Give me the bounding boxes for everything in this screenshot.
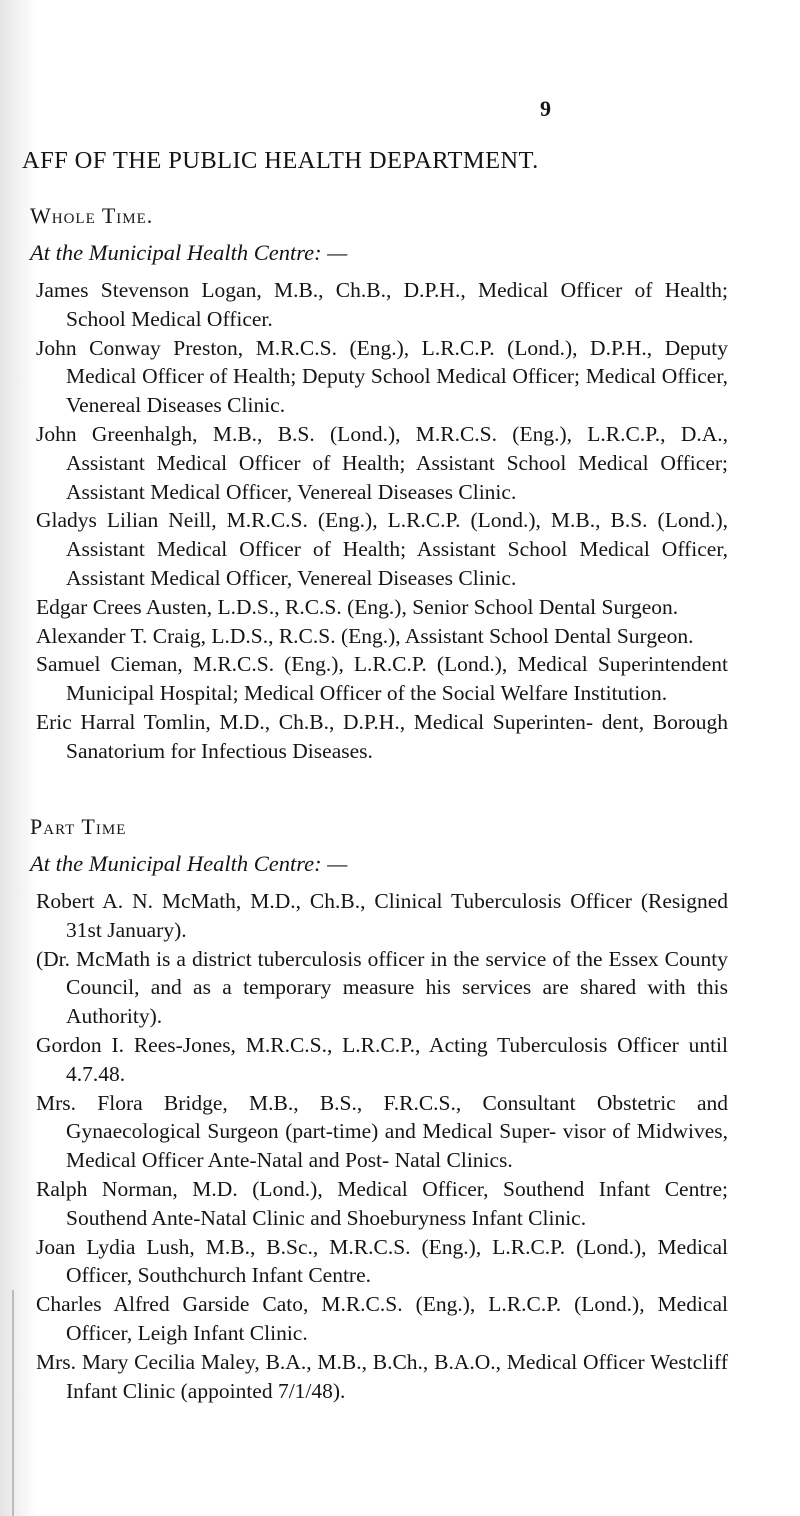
page-title: AFF OF THE PUBLIC HEALTH DEPARTMENT.	[22, 147, 539, 174]
staff-entry: Charles Alfred Garside Cato, M.R.C.S. (Eng.), L.R.C.P. (Lond.), Medical Officer, Leigh Infant Clinic.	[36, 1292, 728, 1345]
staff-entry: Mrs. Mary Cecilia Maley, B.A., M.B., B.Ch., B.A.O., Medical Officer Westcliff Infant Clinic (appointed 7/1/48).	[36, 1349, 728, 1403]
staff-entry: Mrs. Flora Bridge, M.B., B.S., F.R.C.S., Consultant Obstetric and Gynaecological Surgeon (part-time) and Medical Super- visor of Midwives, Medical Officer Ante-Natal and Post- Natal Clinics.	[36, 1090, 728, 1173]
staff-entry: Gordon I. Rees-Jones, M.R.C.S., L.R.C.P., Acting Tuberculosis Officer until 4.7.48.	[36, 1032, 728, 1086]
staff-note: (Dr. McMath is a district tuberculosis officer in the service of the Essex County Council, and as a temporary measure his services are shared with this Authority).	[36, 946, 728, 1029]
section-heading-whole-time: Whole Time.	[30, 203, 154, 228]
section-heading-part-time: Part Time	[30, 814, 127, 839]
staff-entry: James Stevenson Logan, M.B., Ch.B., D.P.H., Medical Officer of Health; School Medical Officer.	[36, 278, 728, 331]
location-subheading-part-time: At the Municipal Health Centre: —	[30, 851, 348, 876]
staff-entry: Edgar Crees Austen, L.D.S., R.C.S. (Eng.), Senior School Dental Surgeon.	[36, 594, 679, 619]
location-subheading-whole-time: At the Municipal Health Centre: —	[30, 240, 348, 265]
staff-entry: Eric Harral Tomlin, M.D., Ch.B., D.P.H., Medical Superinten- dent, Borough Sanatorium for Infectious Diseases.	[36, 709, 728, 763]
staff-entry: John Greenhalgh, M.B., B.S. (Lond.), M.R.C.S. (Eng.), L.R.C.P., D.A., Assistant Medical Officer of Health; Assistant School Medical Officer; Assistant Medical Officer, Venereal Diseases Clinic.	[36, 421, 728, 504]
staff-entry: John Conway Preston, M.R.C.S. (Eng.), L.R.C.P. (Lond.), D.P.H., Deputy Medical Officer of Health; Deputy School Medical Officer; Medical Officer, Venereal Diseases Clinic.	[36, 335, 728, 418]
staff-entry: Gladys Lilian Neill, M.R.C.S. (Eng.), L.R.C.P. (Lond.), M.B., B.S. (Lond.), Assistant Medical Officer of Health; Assistant School Medical Officer, Assistant Medical Officer, Venereal Diseases Clinic.	[36, 508, 728, 590]
staff-entry: Samuel Cieman, M.R.C.S. (Eng.), L.R.C.P. (Lond.), Medical Superintendent Municipal Hospital; Medical Officer of the Social Welfare Institution.	[36, 652, 728, 706]
part-time-staff-list	[0, 887, 800, 1405]
page-number: 9	[540, 96, 551, 121]
staff-entry: Joan Lydia Lush, M.B., B.Sc., M.R.C.S. (Eng.), L.R.C.P. (Lond.), Medical Officer, Southchurch Infant Centre.	[36, 1234, 728, 1288]
staff-entry: Robert A. N. McMath, M.D., Ch.B., Clinical Tuberculosis Officer (Resigned 31st January).	[36, 889, 728, 942]
staff-entry: Alexander T. Craig, L.D.S., R.C.S. (Eng.), Assistant School Dental Surgeon.	[36, 623, 694, 648]
whole-time-staff-list	[0, 276, 800, 766]
staff-entry: Ralph Norman, M.D. (Lond.), Medical Officer, Southend Infant Centre; Southend Ante-Natal Clinic and Shoeburyness Infant Clinic.	[36, 1176, 728, 1230]
